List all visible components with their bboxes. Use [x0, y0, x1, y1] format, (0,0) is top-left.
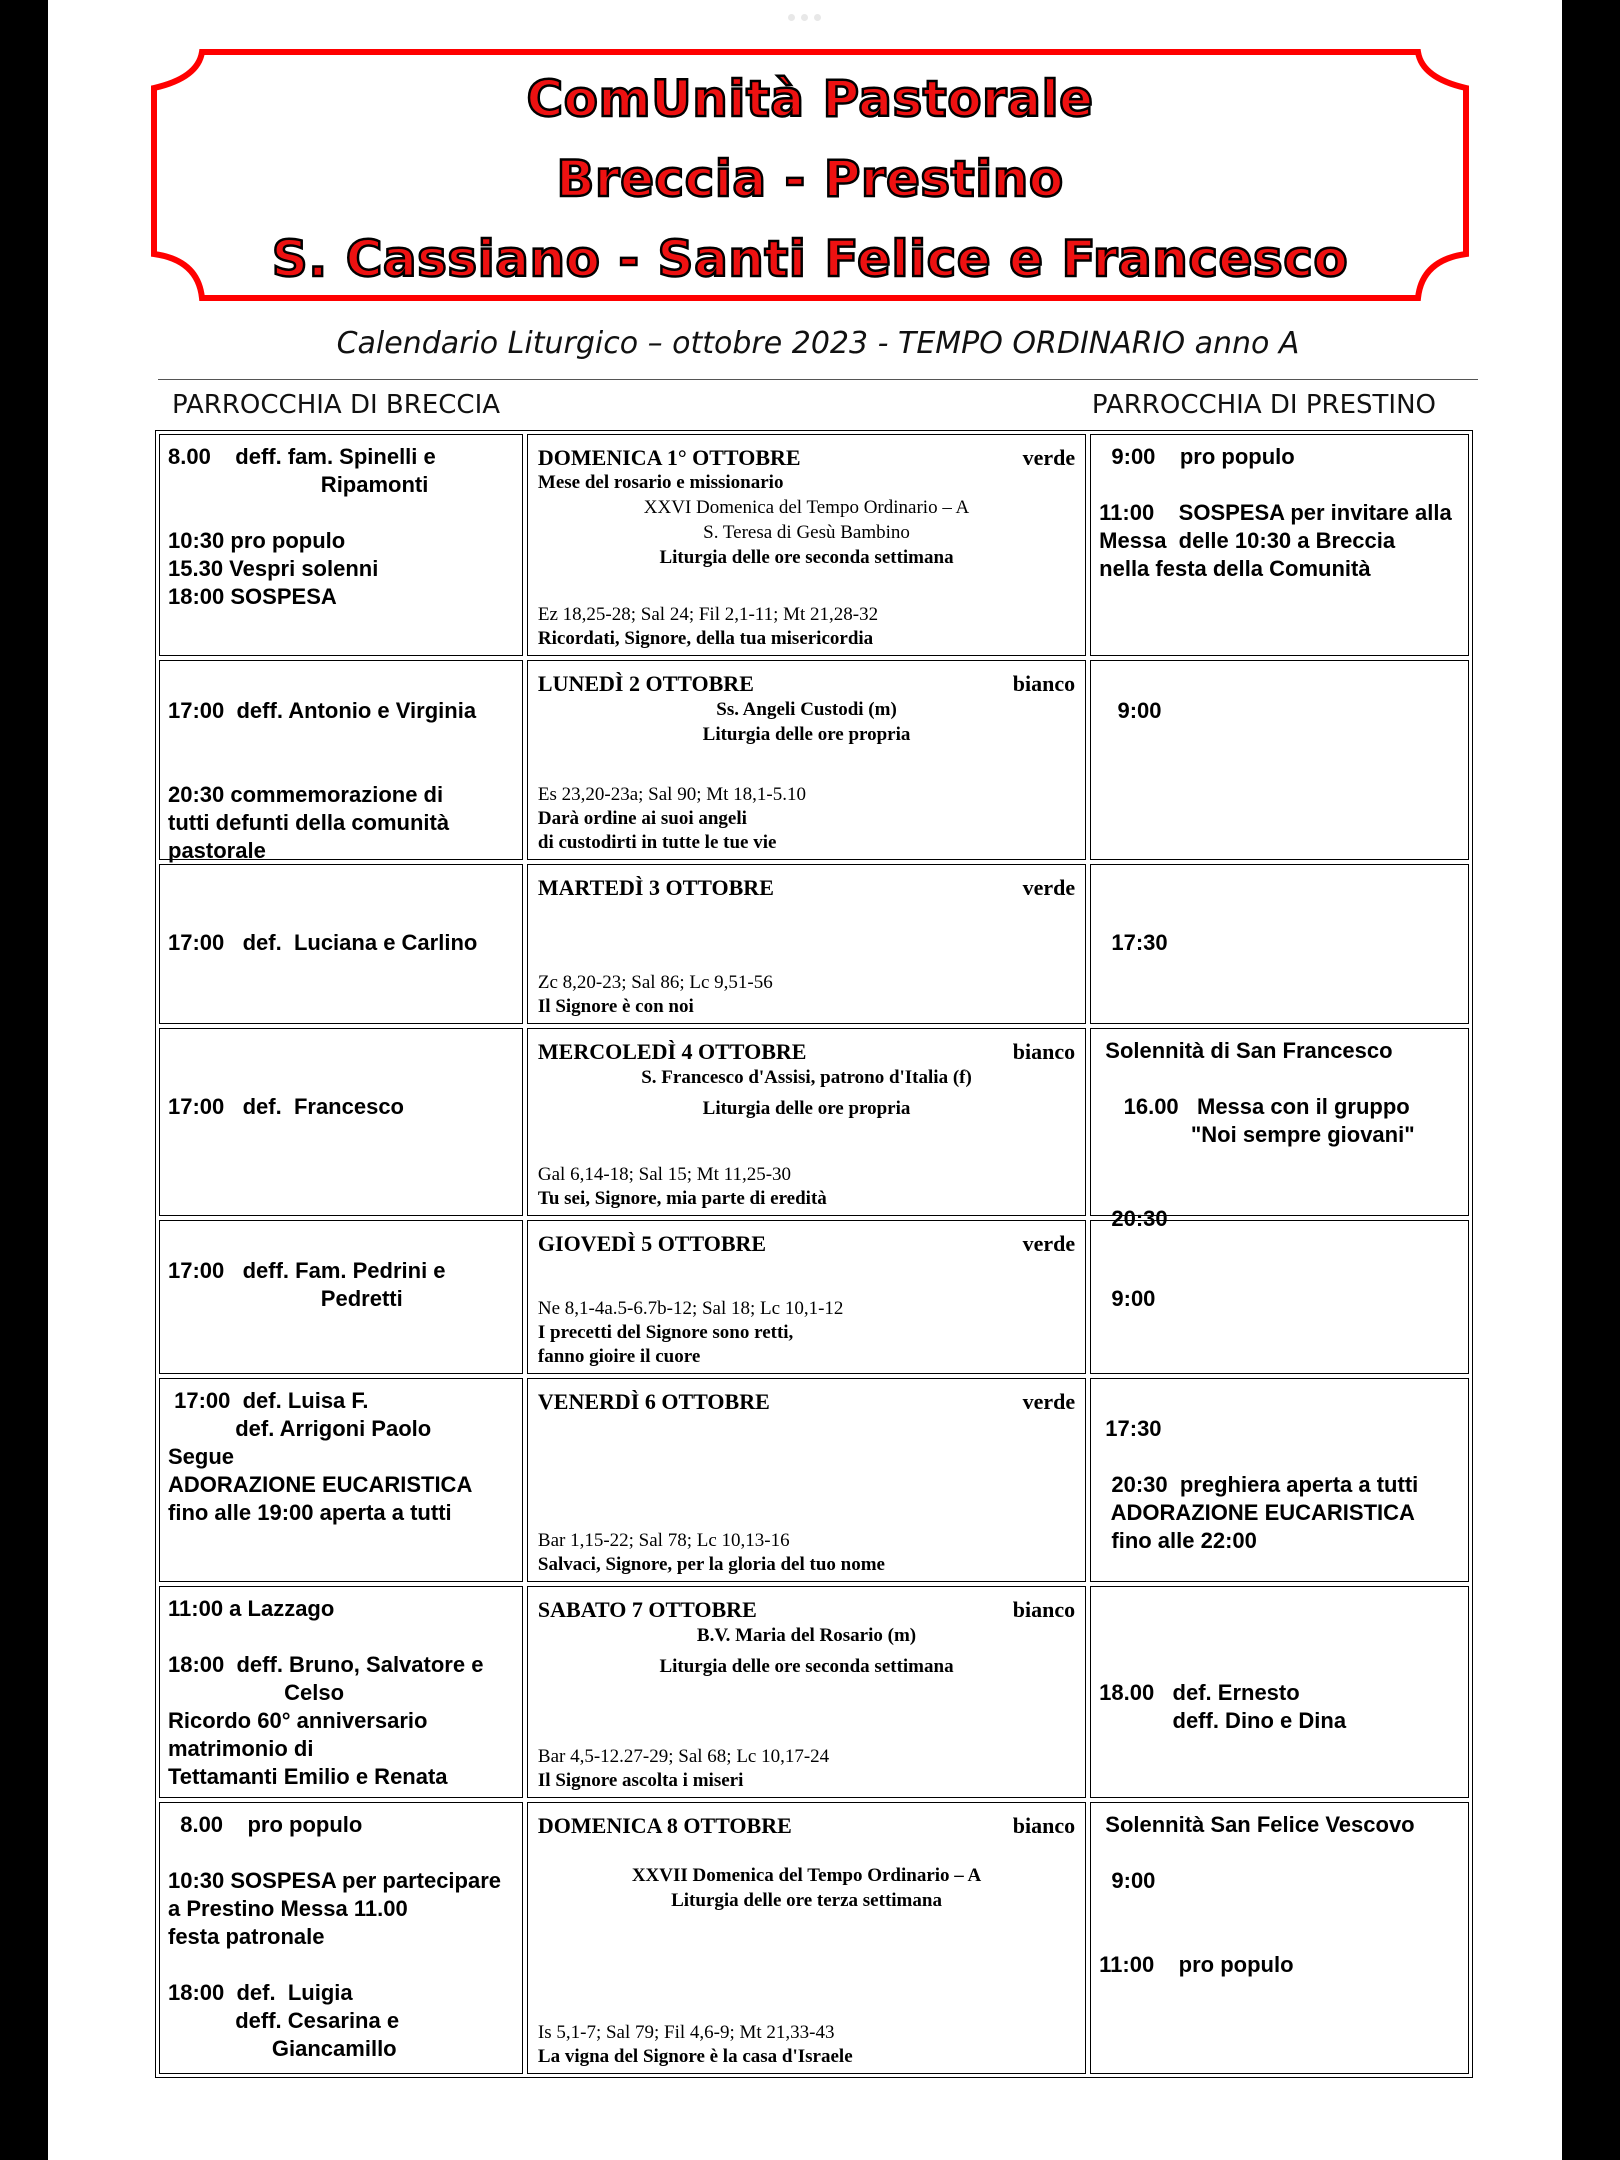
liturgy-note: Liturgia delle ore propria	[702, 724, 911, 745]
spacer	[538, 1679, 1075, 1745]
liturgy-note: B.V. Maria del Rosario (m)	[696, 1625, 917, 1646]
breccia-schedule-line: pastorale	[168, 838, 266, 863]
line-spacer	[168, 901, 514, 929]
liturgy-note: Liturgia delle ore seconda settimana	[659, 1656, 954, 1677]
calendar-row	[159, 1028, 1469, 1231]
day-header	[538, 445, 1075, 471]
breccia-schedule-line: Ricordo 60° anniversario	[168, 1708, 428, 1733]
banner-title-line3: S. Cassiano - Santi Felice e Francesco	[271, 230, 1349, 288]
spacer	[538, 1257, 1075, 1297]
liturgical-color: verde	[1022, 1231, 1076, 1256]
liturgy-cell	[527, 1378, 1086, 1582]
line-spacer	[1099, 873, 1460, 901]
calendar-row	[159, 434, 1469, 656]
liturgy-cell	[527, 1586, 1086, 1798]
antiphon: La vigna del Signore è la casa d'Israele	[537, 2046, 853, 2067]
prestino-schedule-line: ADORAZIONE EUCARISTICA	[1099, 1500, 1415, 1525]
breccia-schedule-line: 17:00 def. Luciana e Carlino	[168, 930, 478, 955]
breccia-schedule-cell	[159, 434, 523, 656]
antiphon: di custodirti in tutte le tue vie	[537, 832, 777, 853]
liturgical-color: bianco	[1012, 671, 1076, 696]
day-title: MERCOLEDÌ 4 OTTOBRE	[537, 1039, 807, 1064]
line-spacer	[1099, 1623, 1460, 1651]
line-spacer	[1099, 1177, 1460, 1205]
liturgical-color: verde	[1022, 1389, 1076, 1414]
readings: Bar 1,15-22; Sal 78; Lc 10,13-16	[537, 1530, 790, 1551]
spacer	[538, 1913, 1075, 2021]
breccia-schedule-line: a Prestino Messa 11.00	[168, 1896, 408, 1921]
line-spacer	[168, 725, 514, 753]
line-spacer	[168, 1951, 514, 1979]
breccia-schedule-line: festa patronale	[168, 1924, 325, 1949]
document-page	[48, 0, 1562, 2160]
line-spacer	[168, 499, 514, 527]
readings: Ne 8,1-4a.5-6.7b-12; Sal 18; Lc 10,1-12	[537, 1298, 844, 1319]
prestino-schedule-line: 20:30	[1099, 1206, 1168, 1231]
prestino-schedule-line: 20:30 preghiera aperta a tutti	[1099, 1472, 1419, 1497]
line-spacer	[1099, 1229, 1460, 1257]
title-divider	[158, 379, 1478, 380]
liturgy-cell	[527, 434, 1086, 656]
liturgy-note: Ss. Angeli Custodi (m)	[716, 699, 897, 720]
breccia-schedule-line: fino alle 19:00 aperta a tutti	[168, 1500, 452, 1525]
breccia-schedule-line: 18:00 def. Luigia	[168, 1980, 353, 2005]
line-spacer	[168, 1037, 514, 1065]
line-spacer	[1099, 1839, 1460, 1867]
line-spacer	[1099, 1651, 1460, 1679]
antiphon: Ricordati, Signore, della tua misericordia	[537, 628, 874, 649]
prestino-schedule-cell	[1090, 1028, 1469, 1231]
line-spacer	[168, 1839, 514, 1867]
liturgy-note: Mese del rosario e missionario	[537, 472, 784, 493]
line-spacer	[168, 669, 514, 697]
breccia-schedule-line: Ripamonti	[168, 472, 429, 497]
line-spacer	[1099, 1065, 1460, 1093]
breccia-schedule-line: 20:30 commemorazione di	[168, 782, 444, 807]
breccia-schedule-line: 8.00 pro populo	[168, 1812, 363, 1837]
prestino-schedule-cell	[1090, 1586, 1469, 1798]
prestino-schedule-line: Solennità di San Francesco	[1099, 1038, 1393, 1063]
spacer	[538, 1121, 1075, 1163]
calendar-row	[159, 1220, 1469, 1374]
liturgy-cell	[527, 660, 1086, 860]
liturgy-note: XXVI Domenica del Tempo Ordinario – A	[643, 497, 970, 518]
calendar-row	[159, 1378, 1469, 1582]
prestino-schedule-line: 18.00 def. Ernesto	[1099, 1680, 1300, 1705]
breccia-schedule-line: def. Arrigoni Paolo	[168, 1416, 432, 1441]
line-spacer	[1099, 1443, 1460, 1471]
calendar-row	[159, 1586, 1469, 1798]
breccia-schedule-line: 10:30 pro populo	[168, 528, 346, 553]
breccia-schedule-line: Segue	[168, 1444, 235, 1469]
day-title: DOMENICA 8 OTTOBRE	[537, 1813, 792, 1838]
breccia-schedule-line: 17:00 def. Francesco	[168, 1094, 404, 1119]
breccia-schedule-line: matrimonio di	[168, 1736, 314, 1761]
day-header	[538, 1039, 1075, 1065]
prestino-schedule-line: 16.00 Messa con il gruppo	[1099, 1094, 1410, 1119]
prestino-schedule-line: 11:00 pro populo	[1099, 1952, 1294, 1977]
day-title: DOMENICA 1° OTTOBRE	[537, 445, 801, 470]
day-title: SABATO 7 OTTOBRE	[537, 1597, 757, 1622]
day-header	[538, 1813, 1075, 1839]
breccia-schedule-line: deff. Cesarina e	[168, 2008, 400, 2033]
breccia-schedule-line: Tettamanti Emilio e Renata	[168, 1764, 448, 1789]
breccia-schedule-line: 11:00 a Lazzago	[168, 1596, 335, 1621]
liturgy-cell	[527, 1220, 1086, 1374]
breccia-schedule-line: 8.00 deff. fam. Spinelli e	[168, 444, 436, 469]
prestino-schedule-line: 17:30	[1099, 1416, 1162, 1441]
calendar-row	[159, 660, 1469, 863]
readings: Es 23,20-23a; Sal 90; Mt 18,1-5.10	[537, 784, 806, 805]
prestino-schedule-line: nella festa della Comunità	[1099, 556, 1371, 581]
prestino-schedule-line: fino alle 22:00	[1099, 1528, 1257, 1553]
liturgy-cell	[527, 864, 1086, 1024]
breccia-schedule-cell	[159, 1378, 523, 1582]
spacer	[538, 901, 1075, 971]
line-spacer	[168, 753, 514, 781]
readings: Ez 18,25-28; Sal 24; Fil 2,1-11; Mt 21,28-32	[537, 604, 879, 625]
line-spacer	[168, 1229, 514, 1257]
liturgy-note: S. Francesco d'Assisi, patrono d'Italia (f)	[641, 1067, 972, 1088]
spacer	[538, 1415, 1075, 1529]
breccia-schedule-line: Pedretti	[168, 1286, 403, 1311]
line-spacer	[168, 873, 514, 901]
prestino-schedule-line: "Noi sempre giovani"	[1099, 1122, 1415, 1147]
prestino-schedule-line: Messa delle 10:30 a Breccia	[1099, 528, 1396, 553]
calendar-title: Calendario Liturgico – ottobre 2023 - TEMPO ORDINARIO anno A	[336, 326, 1300, 361]
prestino-schedule-line: Solennità San Felice Vescovo	[1099, 1812, 1415, 1837]
breccia-schedule-cell	[159, 1028, 523, 1216]
prestino-schedule-line: 17:30	[1099, 930, 1168, 955]
liturgical-color: bianco	[1012, 1039, 1076, 1064]
antiphon: Darà ordine ai suoi angeli	[537, 808, 747, 829]
breccia-schedule-cell	[159, 1802, 523, 2074]
day-title: VENERDÌ 6 OTTOBRE	[537, 1389, 770, 1414]
breccia-schedule-line: ADORAZIONE EUCARISTICA	[168, 1472, 473, 1497]
liturgical-color: verde	[1022, 445, 1076, 470]
calendar-row	[159, 864, 1469, 1024]
breccia-schedule-line: tutti defunti della comunità	[168, 810, 450, 835]
prestino-schedule-line: 9:00	[1099, 698, 1162, 723]
breccia-schedule-line: 15.30 Vespri solenni	[168, 556, 379, 581]
spacer	[538, 570, 1075, 603]
antiphon: Tu sei, Signore, mia parte di eredità	[537, 1188, 827, 1209]
breccia-schedule-cell	[159, 864, 523, 1024]
line-spacer	[1099, 1387, 1460, 1415]
breccia-schedule-line: 18:00 deff. Bruno, Salvatore e	[168, 1652, 484, 1677]
liturgical-color: bianco	[1012, 1597, 1076, 1622]
antiphon: Il Signore ascolta i miseri	[537, 1770, 744, 1791]
parish-prestino-heading: PARROCCHIA DI PRESTINO	[1091, 390, 1436, 420]
readings: Zc 8,20-23; Sal 86; Lc 9,51-56	[537, 972, 773, 993]
banner-title-line2: Breccia - Prestino	[556, 150, 1064, 208]
liturgy-cell	[527, 1802, 1086, 2074]
breccia-schedule-line: 10:30 SOSPESA per partecipare	[168, 1868, 502, 1893]
breccia-schedule-line: 17:00 deff. Fam. Pedrini e	[168, 1258, 446, 1283]
breccia-schedule-line: Celso	[168, 1680, 345, 1705]
liturgy-cell	[527, 1028, 1086, 1216]
liturgy-note: S. Teresa di Gesù Bambino	[703, 522, 910, 543]
readings: Gal 6,14-18; Sal 15; Mt 11,25-30	[537, 1164, 792, 1185]
prestino-schedule-line: 11:00 SOSPESA per invitare alla	[1099, 500, 1452, 525]
line-spacer	[168, 1623, 514, 1651]
antiphon: Il Signore è con noi	[537, 996, 694, 1017]
line-spacer	[1099, 1149, 1460, 1177]
liturgy-note	[538, 1839, 1075, 1863]
readings: Bar 4,5-12.27-29; Sal 68; Lc 10,17-24	[537, 1746, 830, 1767]
antiphon: fanno gioire il cuore	[537, 1346, 701, 1367]
day-header	[538, 1597, 1075, 1623]
breccia-schedule-line: 17:00 deff. Antonio e Virginia	[168, 698, 477, 723]
line-spacer	[1099, 901, 1460, 929]
liturgy-note: Liturgia delle ore propria	[702, 1098, 911, 1119]
prestino-schedule-cell	[1090, 1802, 1469, 2074]
spacer	[538, 747, 1075, 783]
line-spacer	[1099, 1923, 1460, 1951]
window-handle-dots[interactable]	[788, 14, 821, 21]
calendar-table	[155, 430, 1473, 2078]
prestino-schedule-cell	[1090, 1220, 1469, 1374]
day-title: GIOVEDÌ 5 OTTOBRE	[537, 1231, 767, 1256]
breccia-schedule-line: 17:00 def. Luisa F.	[168, 1388, 369, 1413]
breccia-schedule-line: 18:00 SOSPESA	[168, 584, 337, 609]
prestino-schedule-line: 9:00	[1099, 1868, 1156, 1893]
prestino-schedule-cell	[1090, 1378, 1469, 1582]
day-title: LUNEDÌ 2 OTTOBRE	[537, 671, 754, 696]
prestino-schedule-line: deff. Dino e Dina	[1099, 1708, 1347, 1733]
antiphon: I precetti del Signore sono retti,	[537, 1322, 794, 1343]
prestino-schedule-cell	[1090, 864, 1469, 1024]
line-spacer	[168, 1065, 514, 1093]
line-spacer	[1099, 1895, 1460, 1923]
breccia-schedule-cell	[159, 1586, 523, 1798]
liturgy-note: Liturgia delle ore seconda settimana	[659, 547, 954, 568]
readings: Is 5,1-7; Sal 79; Fil 4,6-9; Mt 21,33-43	[537, 2022, 835, 2043]
line-spacer	[1099, 1257, 1460, 1285]
line-spacer	[1099, 669, 1460, 697]
header-banner	[150, 48, 1470, 302]
banner-title-line1: ComUnità Pastorale	[526, 70, 1094, 128]
line-spacer	[1099, 1595, 1460, 1623]
breccia-schedule-cell	[159, 660, 523, 863]
liturgical-color: verde	[1022, 875, 1076, 900]
calendar-row	[159, 1802, 1469, 2074]
liturgy-note: Liturgia delle ore terza settimana	[671, 1890, 942, 1911]
antiphon: Salvaci, Signore, per la gloria del tuo nome	[537, 1554, 885, 1575]
prestino-schedule-line: 9:00	[1099, 1286, 1156, 1311]
liturgy-note: XXVII Domenica del Tempo Ordinario – A	[631, 1865, 982, 1886]
parish-breccia-heading: PARROCCHIA DI BRECCIA	[172, 390, 501, 420]
liturgical-color: bianco	[1012, 1813, 1076, 1838]
day-header	[538, 875, 1075, 901]
day-header	[538, 1389, 1075, 1415]
line-spacer	[1099, 471, 1460, 499]
day-title: MARTEDÌ 3 OTTOBRE	[537, 875, 774, 900]
prestino-schedule-cell	[1090, 660, 1469, 860]
day-header	[538, 1231, 1075, 1257]
prestino-schedule-line: 9:00 pro populo	[1099, 444, 1295, 469]
breccia-schedule-cell	[159, 1220, 523, 1374]
day-header	[538, 671, 1075, 697]
prestino-schedule-cell	[1090, 434, 1469, 656]
breccia-schedule-line: Giancamillo	[168, 2036, 397, 2061]
